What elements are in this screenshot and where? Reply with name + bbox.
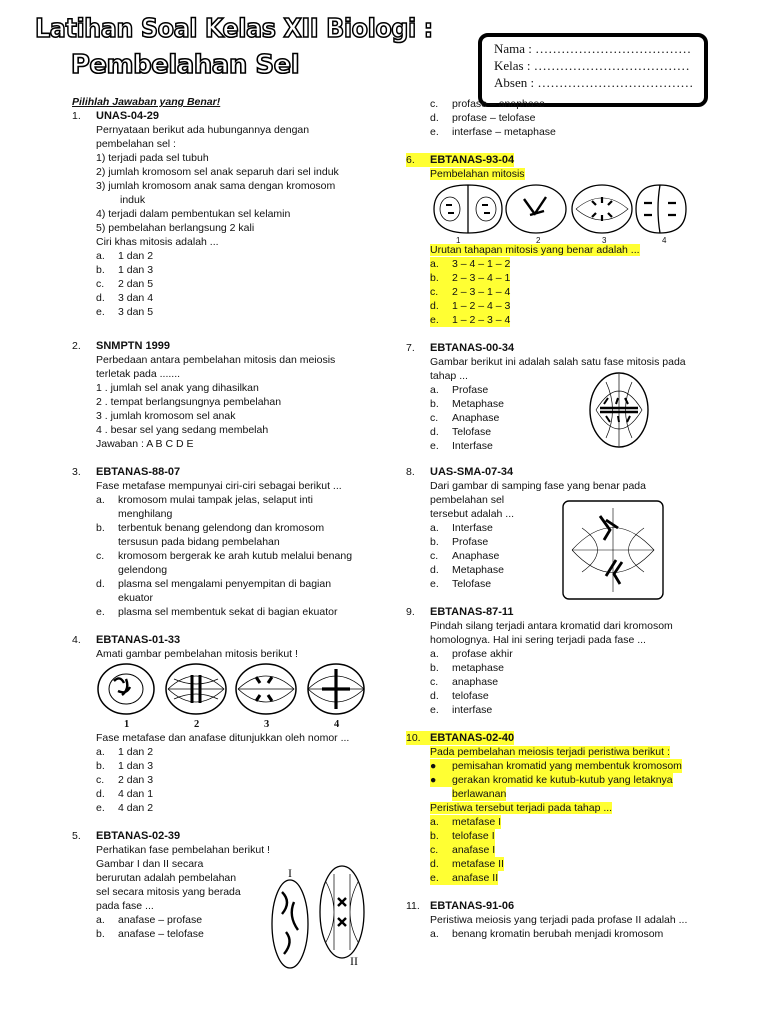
q8-option-c[interactable]: c. Anaphase	[430, 550, 500, 562]
q9-option-b[interactable]: b. metaphase	[430, 662, 504, 674]
fig-label-3: 3	[264, 719, 270, 730]
q3-option-b-cont: tersusun pada bidang pembelahan	[118, 536, 280, 548]
q4-option-b[interactable]: b. 1 dan 3	[96, 760, 154, 772]
q5-text: Gambar I dan II secara	[96, 858, 204, 870]
question-6	[406, 153, 706, 167]
q10-ask: Peristiwa tersebut terjadi pada tahap ...	[430, 802, 613, 814]
question-3	[72, 465, 382, 479]
q1-statement: 2) jumlah kromosom sel anak separuh dari sel induk	[96, 166, 339, 178]
q8-option-b[interactable]: b. Profase	[430, 536, 489, 548]
q10-stem: Pada pembelahan meiosis terjadi peristiwa berikut :	[430, 746, 670, 758]
q1-stem: Pernyataan berikut ada hubungannya dengan	[96, 124, 310, 136]
q1-statement: 5) pembelahan berlangsung 2 kali	[96, 222, 255, 234]
q9-option-d[interactable]: d. telofase	[430, 690, 489, 702]
question-1	[72, 109, 382, 123]
q10-number: 10.	[406, 731, 430, 745]
q1-statement: 1) terjadi pada sel tubuh	[96, 152, 209, 164]
q7-number: 7.	[406, 342, 415, 354]
q4-option-a[interactable]: a. 1 dan 2	[96, 746, 154, 758]
q6-option-e[interactable]: e. 1 – 2 – 3 – 4	[430, 314, 511, 326]
metaphase-cell-illustration	[588, 370, 650, 450]
q1-option-d[interactable]: d. 3 dan 4	[96, 292, 154, 304]
q3-option-c[interactable]: c. kromosom bergerak ke arah kutub melalui benang	[96, 550, 353, 562]
q5-code: EBTANAS-02-39	[96, 830, 181, 842]
fig-label-1: 1	[456, 236, 461, 245]
q3-number: 3.	[72, 466, 81, 478]
q2-answer[interactable]: Jawaban : A B C D E	[96, 438, 194, 450]
q10-option-c[interactable]: c. anafase I	[430, 844, 496, 856]
q6-option-c[interactable]: c. 2 – 3 – 1 – 4	[430, 286, 511, 298]
q10-option-d[interactable]: d. metafase II	[430, 858, 504, 870]
left-column	[72, 95, 382, 941]
q7-figure	[588, 370, 650, 450]
q2-number: 2.	[72, 340, 81, 352]
q8-stem: Dari gambar di samping fase yang benar pada	[430, 480, 646, 492]
q4-stem: Amati gambar pembelahan mitosis berikut !	[96, 648, 298, 660]
q4-number: 4.	[72, 634, 81, 646]
q6-stem: Pembelahan mitosis	[430, 168, 525, 180]
q1-code: UNAS-04-29	[96, 110, 159, 122]
question-4	[72, 633, 382, 647]
q9-option-a[interactable]: a. profase akhir	[430, 648, 513, 660]
q9-option-c[interactable]: c. anaphase	[430, 676, 499, 688]
q3-option-a-cont: menghilang	[118, 508, 173, 520]
q9-option-e[interactable]: e. interfase	[430, 704, 493, 716]
q9-code: EBTANAS-87-11	[430, 606, 514, 618]
q3-option-d[interactable]: d. plasma sel mengalami penyempitan di bagian	[96, 578, 332, 590]
fig-label-1: 1	[124, 719, 130, 730]
q5-figure	[268, 862, 368, 972]
q8-code: UAS-SMA-07-34	[430, 466, 514, 478]
q11-number: 11.	[406, 900, 420, 912]
fig-label-2: 2	[194, 719, 200, 730]
fig-label-4: 4	[662, 236, 667, 245]
q7-option-e[interactable]: e. Interfase	[430, 440, 493, 452]
q9-stem-2: homolognya. Hal ini sering terjadi pada fase ...	[430, 634, 646, 646]
q1-option-b[interactable]: b. 1 dan 3	[96, 264, 154, 276]
mitosis-order-illustration	[430, 181, 690, 237]
q6-number: 6.	[406, 153, 430, 167]
question-7	[406, 341, 706, 355]
q6-option-a[interactable]: a. 3 – 4 – 1 – 2	[430, 258, 511, 270]
q6-code: EBTANAS-93-04	[430, 154, 515, 166]
q4-option-d[interactable]: d. 4 dan 1	[96, 788, 154, 800]
question-2	[72, 339, 382, 353]
q5-option-e[interactable]: e. interfase – metaphase	[430, 126, 556, 138]
q3-option-b[interactable]: b. terbentuk benang gelendong dan kromosom	[96, 522, 325, 534]
question-9	[406, 605, 706, 619]
fig-label-2: 2	[536, 236, 541, 245]
q4-option-c[interactable]: c. 2 dan 3	[96, 774, 154, 786]
fig-label-I: I	[288, 866, 292, 880]
nama-field: Nama : ………………………………	[494, 41, 692, 56]
q10-point-2: ● gerakan kromatid ke kutub-kutub yang letaknya	[430, 774, 673, 786]
q3-option-e[interactable]: e. plasma sel membentuk sekat di bagian ekuator	[96, 606, 338, 618]
q7-option-c[interactable]: c. Anaphase	[430, 412, 500, 424]
q7-option-d[interactable]: d. Telofase	[430, 426, 492, 438]
fig-label-3: 3	[602, 236, 607, 245]
q1-option-a[interactable]: a. 1 dan 2	[96, 250, 154, 262]
q2-stem: Perbedaan antara pembelahan mitosis dan meiosis	[96, 354, 336, 366]
q6-mitosis-figure	[406, 181, 706, 243]
q1-stem-2: pembelahan sel :	[96, 138, 176, 150]
q6-ask: Urutan tahapan mitosis yang benar adalah ...	[430, 244, 640, 256]
q8-stem-2: pembelahan sel	[430, 494, 505, 506]
q5-option-a[interactable]: a. anafase – profase	[96, 914, 203, 926]
q4-mitosis-figure	[72, 661, 382, 731]
q10-code: EBTANAS-02-40	[430, 732, 515, 744]
q1-number: 1.	[72, 110, 81, 122]
question-5	[72, 829, 382, 843]
q5-text: sel secara mitosis yang berada	[96, 886, 241, 898]
identity-box	[478, 33, 708, 107]
q5-number: 5.	[72, 830, 81, 842]
q7-option-a[interactable]: a. Profase	[430, 384, 489, 396]
q8-option-a[interactable]: a. Interfase	[430, 522, 493, 534]
q1-statement: 4) terjadi dalam pembentukan sel kelamin	[96, 208, 291, 220]
q7-option-b[interactable]: b. Metaphase	[430, 398, 504, 410]
q5-text: pada fase ...	[96, 900, 154, 912]
question-10	[406, 731, 706, 745]
q10-option-e[interactable]: e. anafase II	[430, 872, 499, 884]
q10-point-2-cont: berlawanan	[452, 788, 507, 800]
q11-code: EBTANAS-91-06	[430, 900, 515, 912]
q8-option-d[interactable]: d. Metaphase	[430, 564, 504, 576]
q8-number: 8.	[406, 466, 415, 478]
q9-number: 9.	[406, 606, 415, 618]
q2-stem-2: terletak pada .......	[96, 368, 181, 380]
q4-ask: Fase metafase dan anafase ditunjukkan oleh nomor ...	[96, 732, 350, 744]
fig-label-4: 4	[334, 719, 340, 730]
q6-option-d[interactable]: d. 1 – 2 – 4 – 3	[430, 300, 511, 312]
q3-option-a[interactable]: a. kromosom mulai tampak jelas, selaput inti	[96, 494, 313, 506]
q3-stem: Fase metafase mempunyai ciri-ciri sebagai berikut ...	[96, 480, 342, 492]
q7-stem: Gambar berikut ini adalah salah satu fase mitosis pada	[430, 356, 686, 368]
anaphase-cell-illustration	[562, 500, 664, 600]
q8-figure	[562, 500, 664, 600]
q5-option-c[interactable]: c. profase – anaphase	[430, 98, 545, 110]
q5-option-b[interactable]: b. anafase – telofase	[96, 928, 204, 940]
q2-statement: 3 . jumlah kromosom sel anak	[96, 410, 236, 422]
q3-code: EBTANAS-88-07	[96, 466, 181, 478]
q7-code: EBTANAS-00-34	[430, 342, 515, 354]
q8-stem-3: tersebut adalah ...	[430, 508, 515, 520]
q1-statement-cont: induk	[120, 194, 146, 206]
q7-stem-2: tahap ...	[430, 370, 468, 382]
question-11	[406, 899, 706, 913]
q1-ask: Ciri khas mitosis adalah ...	[96, 236, 219, 248]
kelas-field: Kelas : ………………………………	[494, 58, 690, 73]
q9-stem: Pindah silang terjadi antara kromatid dari kromosom	[430, 620, 673, 632]
absen-field: Absen : ………………………………	[494, 75, 694, 90]
q2-statement: 4 . besar sel yang sedang membelah	[96, 424, 269, 436]
q10-option-a[interactable]: a. metafase I	[430, 816, 502, 828]
q2-statement: 2 . tempat berlangsungnya pembelahan	[96, 396, 282, 408]
mitosis-stages-illustration	[96, 661, 366, 731]
page-title: Latihan Soal Kelas XII Biologi :	[35, 14, 433, 44]
instruction: Pilihlah Jawaban yang Benar!	[72, 96, 221, 108]
q3-option-c-cont: gelendong	[118, 564, 168, 576]
q4-option-e[interactable]: e. 4 dan 2	[96, 802, 154, 814]
q8-option-e[interactable]: e. Telofase	[430, 578, 492, 590]
q5-option-d[interactable]: d. profase – telofase	[430, 112, 536, 124]
q1-option-c[interactable]: c. 2 dan 5	[96, 278, 154, 290]
page-subtitle: Pembelahan Sel	[70, 50, 300, 80]
q3-option-d-cont: ekuator	[118, 592, 154, 604]
q11-option-a[interactable]: a. benang kromatin berubah menjadi kromosom	[430, 928, 664, 940]
fig-label-II: II	[350, 954, 358, 968]
q1-option-e[interactable]: e. 3 dan 5	[96, 306, 154, 318]
q11-stem: Peristiwa meiosis yang terjadi pada profase II adalah ...	[430, 914, 688, 926]
q2-statement: 1 . jumlah sel anak yang dihasilkan	[96, 382, 259, 394]
q4-code: EBTANAS-01-33	[96, 634, 181, 646]
q5-text: berurutan adalah pembelahan	[96, 872, 237, 884]
q10-point-1: ● pemisahan kromatid yang membentuk kromosom	[430, 760, 682, 772]
question-8	[406, 465, 706, 479]
q6-option-b[interactable]: b. 2 – 3 – 4 – 1	[430, 272, 511, 284]
q2-code: SNMPTN 1999	[96, 340, 170, 352]
q5-stem: Perhatikan fase pembelahan berikut !	[96, 844, 270, 856]
q1-statement: 3) jumlah kromosom anak sama dengan kromosom	[96, 180, 336, 192]
q10-option-b[interactable]: b. telofase I	[430, 830, 495, 842]
